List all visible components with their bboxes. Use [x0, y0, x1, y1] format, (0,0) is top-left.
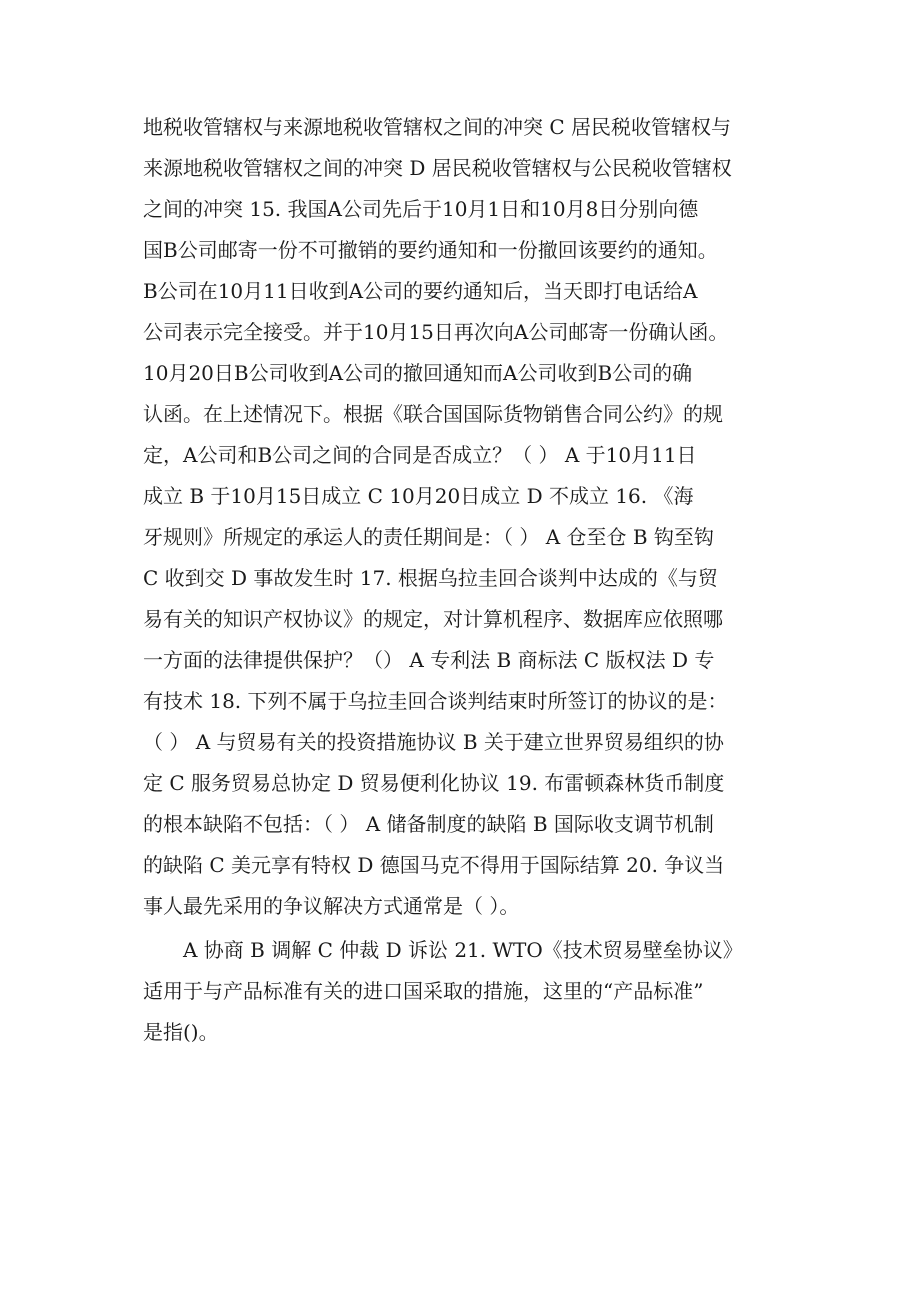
- text-line: 公司表示完全接受。并于10月15日再次向A公司邮寄一份确认函。: [143, 320, 729, 344]
- text-line: 定 C 服务贸易总协定 D 贸易便利化协议 19. 布雷顿森林货币制度: [143, 771, 725, 795]
- text-line: 是指()。: [143, 1020, 219, 1044]
- document-body: [143, 107, 803, 1053]
- text-line: 国B公司邮寄一份不可撤销的要约通知和一份撤回该要约的通知。: [143, 238, 718, 262]
- text-line: 事人最先采用的争议解决方式通常是（ ）。: [143, 894, 520, 918]
- text-line: 的缺陷 C 美元享有特权 D 德国马克不得用于国际结算 20. 争议当: [143, 853, 725, 877]
- text-line: 适用于与产品标准有关的进口国采取的措施，这里的“产品标准”: [143, 979, 704, 1003]
- text-line: 有技术 18. 下列不属于乌拉圭回合谈判结束时所签订的协议的是：: [143, 689, 728, 713]
- text-line: 易有关的知识产权协议》的规定，对计算机程序、数据库应依照哪: [143, 607, 723, 631]
- text-line: 成立 B 于10月15日成立 C 10月20日成立 D 不成立 16. 《海: [143, 484, 694, 508]
- text-line: 定，A公司和B公司之间的合同是否成立？（ ） A 于10月11日: [143, 443, 697, 467]
- text-line: 的根本缺陷不包括：（ ） A 储备制度的缺陷 B 国际收支调节机制: [143, 812, 714, 836]
- text-line: 认函。在上述情况下。根据《联合国国际货物销售合同公约》的规: [143, 402, 723, 426]
- text-line: 一方面的法律提供保护？（） A 专利法 B 商标法 C 版权法 D 专: [143, 648, 715, 672]
- text-line: （ ） A 与贸易有关的投资措施协议 B 关于建立世界贸易组织的协: [143, 730, 724, 754]
- text-line: B公司在10月11日收到A公司的要约通知后，当天即打电话给A: [143, 279, 698, 303]
- text-line: 10月20日B公司收到A公司的撤回通知而A公司收到B公司的确: [143, 361, 693, 385]
- text-line: 来源地税收管辖权之间的冲突 D 居民税收管辖权与公民税收管辖权: [143, 156, 732, 180]
- text-line: 之间的冲突 15. 我国A公司先后于10月1日和10月8日分别向德: [143, 197, 699, 221]
- text-line: C 收到交 D 事故发生时 17. 根据乌拉圭回合谈判中达成的《与贸: [143, 566, 718, 590]
- text-line: 牙规则》所规定的承运人的责任期间是：（ ） A 仓至仓 B 钩至钩: [143, 525, 714, 549]
- text-line: 地税收管辖权与来源地税收管辖权之间的冲突 C 居民税收管辖权与: [143, 115, 732, 139]
- text-line-indented: A 协商 B 调解 C 仲裁 D 诉讼 21. WTO《技术贸易壁垒协议》: [183, 938, 743, 962]
